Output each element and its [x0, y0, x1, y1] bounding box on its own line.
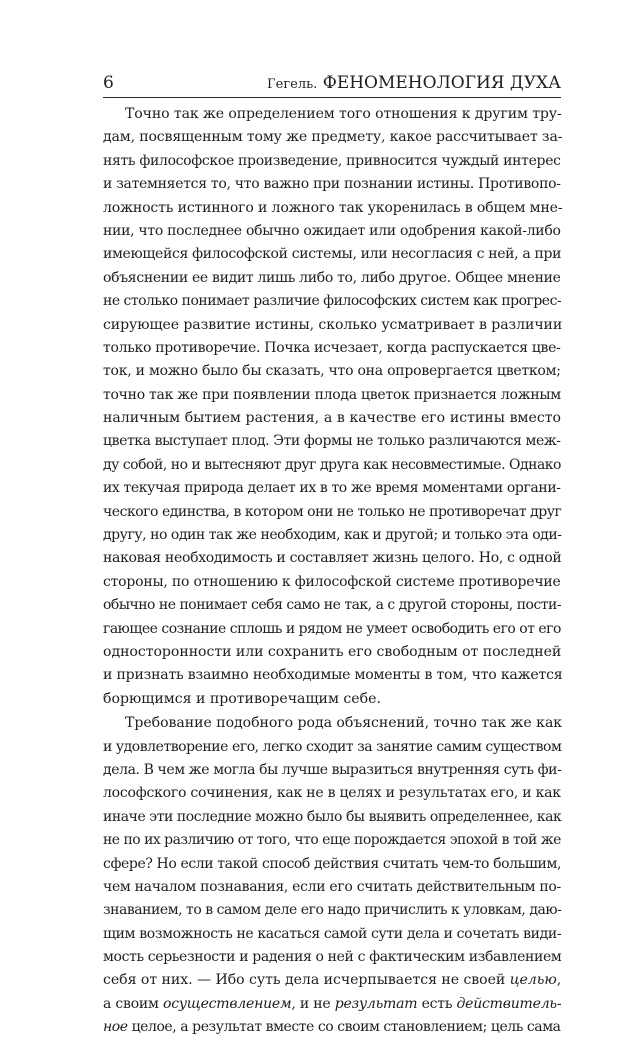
text-line: наковая необходимость и составляет жизнь целого. Но, с одной [103, 550, 562, 567]
text-line [103, 1016, 561, 1039]
text-line: не по их различию от того, что еще порождается эпохой в той же [103, 832, 561, 849]
text-run: а своим [103, 995, 163, 1012]
text-line: иначе эти последние можно было бы выявить определеннее, как [103, 808, 562, 825]
text-line: стороны, по отношению к философской системе противоречие [103, 573, 561, 590]
paragraph-1 [103, 103, 561, 711]
text-run: есть [417, 995, 457, 1012]
running-title [267, 73, 561, 93]
running-head [103, 70, 561, 100]
text-line: объяснении ее видит лишь либо то, либо другое. Общее мнение [103, 269, 561, 286]
page-number: 6 [103, 73, 114, 93]
text-line: сфере? Но если такой способ действия считать чем-то большим, [103, 855, 562, 872]
text-line: имеющейся философской системы, или несогласия с ней, а при [103, 246, 562, 263]
text-line: ческого единства, в котором они не только не противоречат друг [103, 503, 562, 520]
text-line: обычно не понимает себя само не так, а с другой стороны, пости- [103, 597, 562, 614]
italic-term: ное [103, 1019, 128, 1036]
header-rule [103, 97, 561, 98]
book-page [103, 70, 561, 1040]
italic-term: целью [509, 972, 557, 989]
text-run: , и не [291, 995, 335, 1012]
text-line: дела. В чем же могла бы лучше выразиться внутренняя суть фи- [103, 761, 562, 778]
paragraph-2 [103, 712, 561, 1039]
text-line: сирующее развитие истины, сколько усматривает в различии [103, 316, 563, 333]
text-line: односторонности или сохранить его свободным от последней [103, 643, 562, 660]
text-line: нии, что последнее обычно ожидает или одобрения какой-либо [103, 222, 561, 239]
text-line: и удовлетворение его, легко сходит за занятие самим существом [103, 738, 562, 755]
text-line: другу, но один так же необходим, как и другой; и только эта оди- [103, 527, 562, 544]
text-line: только противоречие. Почка исчезает, когда распускается цве- [103, 339, 561, 356]
text-line: Требование подобного рода объяснений, точно так же как [125, 715, 563, 732]
text-line: ложность истинного и ложного так укоренилась в общем мне- [103, 199, 563, 216]
text-line: наличным бытием растения, а в качестве его истины вместо [103, 410, 561, 427]
text-line: точно так же при появлении плода цветок признается ложным [103, 386, 561, 403]
text-line: их текучая природа делает их в то же время моментами органи- [103, 480, 561, 497]
text-line [103, 969, 561, 992]
italic-term: осуществлением [162, 995, 292, 1012]
text-line: мость серьезности и радения о ней с фактическим избавлением [103, 949, 562, 966]
text-line: борющимся и противоречащим себе. [103, 690, 381, 707]
text-line [103, 993, 562, 1016]
text-line: и признать взаимно необходимые моменты в том, что кажется [103, 667, 563, 684]
text-run: целое, а результат вместе со своим становлением; цель сама [127, 1019, 561, 1036]
text-run: себя от них. — Ибо суть дела исчерпывается не своей [103, 972, 510, 989]
text-line: гающее сознание сплошь и рядом не умеет освободить его от его [103, 620, 561, 637]
italic-term: действитель- [456, 995, 562, 1012]
text-line: не столько понимает различие философских систем как прогрес- [103, 293, 562, 310]
text-line: цветка выступает плод. Эти формы не только различаются меж- [103, 433, 561, 450]
text-line: Точно так же определением того отношения к другим тру- [125, 106, 562, 122]
text-run: , [556, 972, 562, 989]
text-line: дам, посвященным тому же предмету, какое рассчитывает за- [103, 129, 563, 146]
text-line: чем началом познавания, если его считать действительным по- [103, 878, 561, 895]
text-line: щим возможность не касаться самой сути дела и сочетать види- [103, 925, 562, 942]
text-line: ток, и можно было бы сказать, что она опровергается цветком; [103, 363, 561, 380]
header-book-title: ФЕНОМЕНОЛОГИЯ ДУХА [322, 73, 561, 93]
header-author: Гегель. [267, 77, 318, 92]
italic-term: результат [334, 995, 418, 1012]
text-line: ду собой, но и вытесняют друг друга как несовместимые. Однако [103, 456, 561, 473]
text-line: лософского сочинения, как не в целях и результатах его, и как [103, 785, 561, 802]
text-line: нять философское произведение, привносится чуждый интерес [103, 152, 561, 169]
text-line: знаванием, то в самом деле его надо причислить к уловкам, даю- [103, 902, 562, 919]
text-line: и затемняется то, что важно при познании истины. Противопо- [103, 176, 561, 193]
